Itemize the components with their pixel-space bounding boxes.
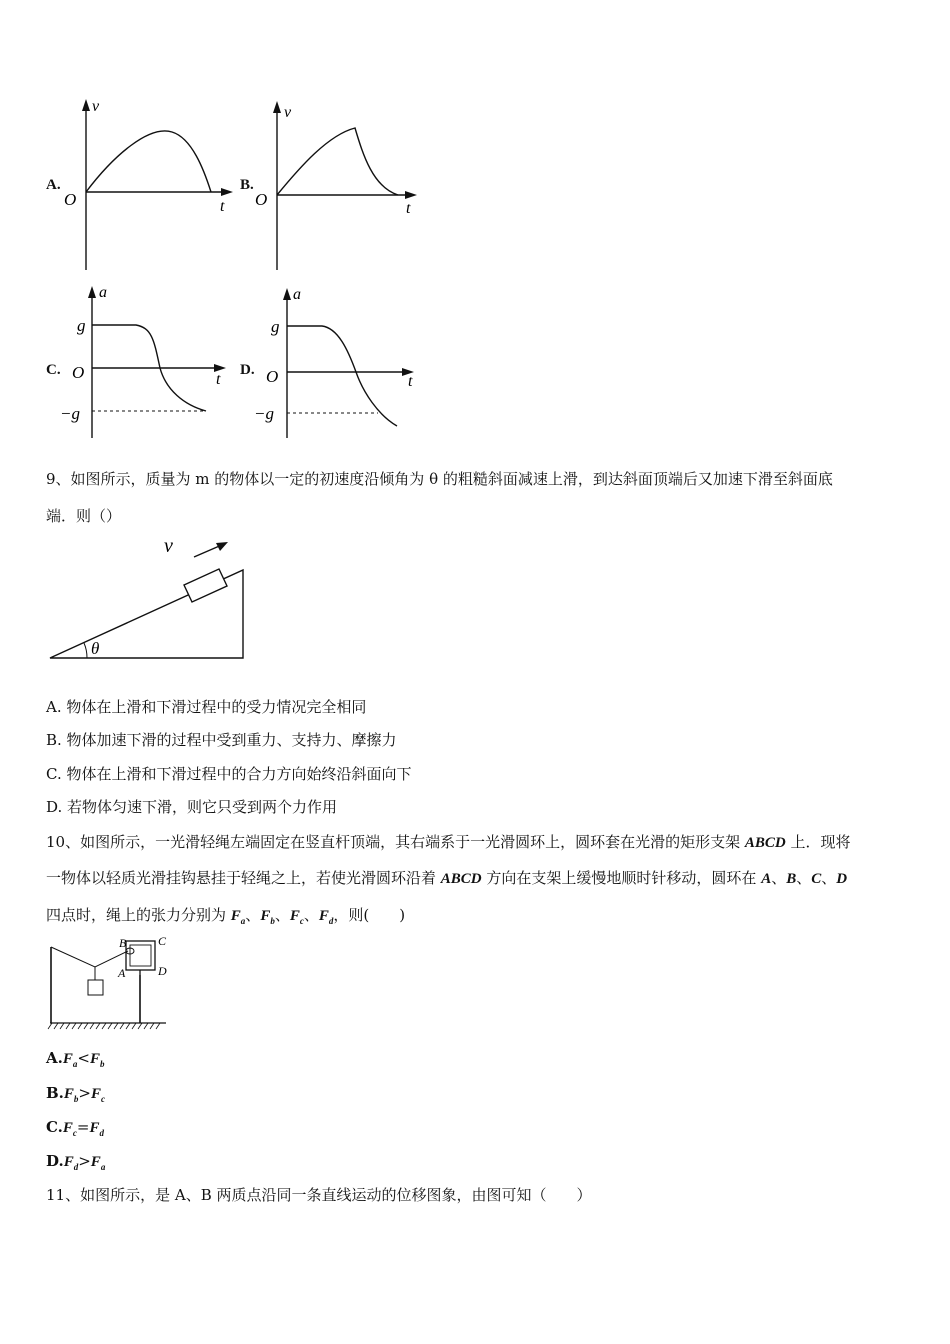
q9-option-a[interactable]: A. 物体在上滑和下滑过程中的受力情况完全相同 <box>46 698 367 716</box>
point-d-label: D <box>158 964 167 978</box>
a-t-graph <box>238 280 428 445</box>
point-c-label: C <box>158 935 167 948</box>
option-label: A. <box>46 177 61 193</box>
a-t-graph <box>44 280 234 445</box>
g-label: g <box>77 316 86 335</box>
option-label: C. <box>46 362 61 378</box>
v-t-graph <box>44 95 234 275</box>
option-label: D. <box>240 362 255 378</box>
graph-option-b <box>238 95 428 275</box>
point-b-label: B <box>119 936 127 950</box>
q9-stem-line1: 9、如图所示，质量为 m 的物体以一定的初速度沿倾角为 θ 的粗糙斜面减速上滑，到达斜面顶端后又加速下滑至斜面底 <box>46 470 833 488</box>
q11-stem: 11、如图所示，是 A、B 两质点沿同一条直线运动的位移图象，由图可知（ ） <box>46 1186 592 1204</box>
neg-g-label: −g <box>254 404 274 423</box>
q9-option-b[interactable]: B. 物体加速下滑的过程中受到重力、支持力、摩擦力 <box>46 731 397 749</box>
x-axis-label: t <box>220 198 225 215</box>
y-axis-label: v <box>92 98 100 115</box>
graph-option-a <box>44 95 234 275</box>
y-axis-label: a <box>293 286 301 303</box>
x-axis-label: t <box>406 200 411 217</box>
rope-frame-figure <box>44 935 174 1030</box>
graph-option-d <box>238 280 428 445</box>
option-label: B. <box>240 177 254 193</box>
x-axis-label: t <box>216 371 221 388</box>
q10-stem-line1: 10、如图所示，一光滑轻绳左端固定在竖直杆顶端，其右端系于一光滑圆环上，圆环套在光滑的矩形支架 ABCD 上．现将 <box>46 833 851 851</box>
v-t-graph <box>238 95 428 275</box>
y-axis-label: v <box>284 104 292 121</box>
q10-option-c[interactable]: $C.F_c=F_d$ <box>46 1118 105 1138</box>
q9-option-d[interactable]: D. 若物体匀速下滑，则它只受到两个力作用 <box>46 798 338 816</box>
origin-label: O <box>64 190 77 209</box>
graph-option-c <box>44 280 234 445</box>
q9-option-c[interactable]: C. 物体在上滑和下滑过程中的合力方向始终沿斜面向下 <box>46 765 412 783</box>
y-axis-label: a <box>99 284 107 301</box>
g-label: g <box>271 317 280 336</box>
origin-label: O <box>72 363 85 382</box>
q9-stem-line2: 端．则（） <box>46 507 122 525</box>
q10-option-d[interactable]: $D.F_d>F_a$ <box>46 1152 106 1172</box>
velocity-label: v <box>164 535 173 557</box>
q10-option-b[interactable]: $B.F_b>F_c$ <box>46 1084 106 1104</box>
incline-figure <box>44 532 254 667</box>
q10-stem-line2: 一物体以轻质光滑挂钩悬挂于轻绳之上，若使光滑圆环沿着 ABCD 方向在支架上缓慢地顺时针移动，圆环在 A、B、C、D <box>46 869 848 887</box>
angle-label: θ <box>91 639 100 658</box>
origin-label: O <box>266 367 279 386</box>
neg-g-label: −g <box>60 404 80 423</box>
q10-option-a[interactable]: $A.F_a<F_b$ <box>46 1049 105 1069</box>
point-a-label: A <box>118 966 126 980</box>
q10-stem-line3: 四点时，绳上的张力分别为 $F_a$、$F_b$、$F_c$、$F_d$，则( ) <box>46 906 406 926</box>
origin-label: O <box>255 190 268 209</box>
x-axis-label: t <box>408 373 413 390</box>
